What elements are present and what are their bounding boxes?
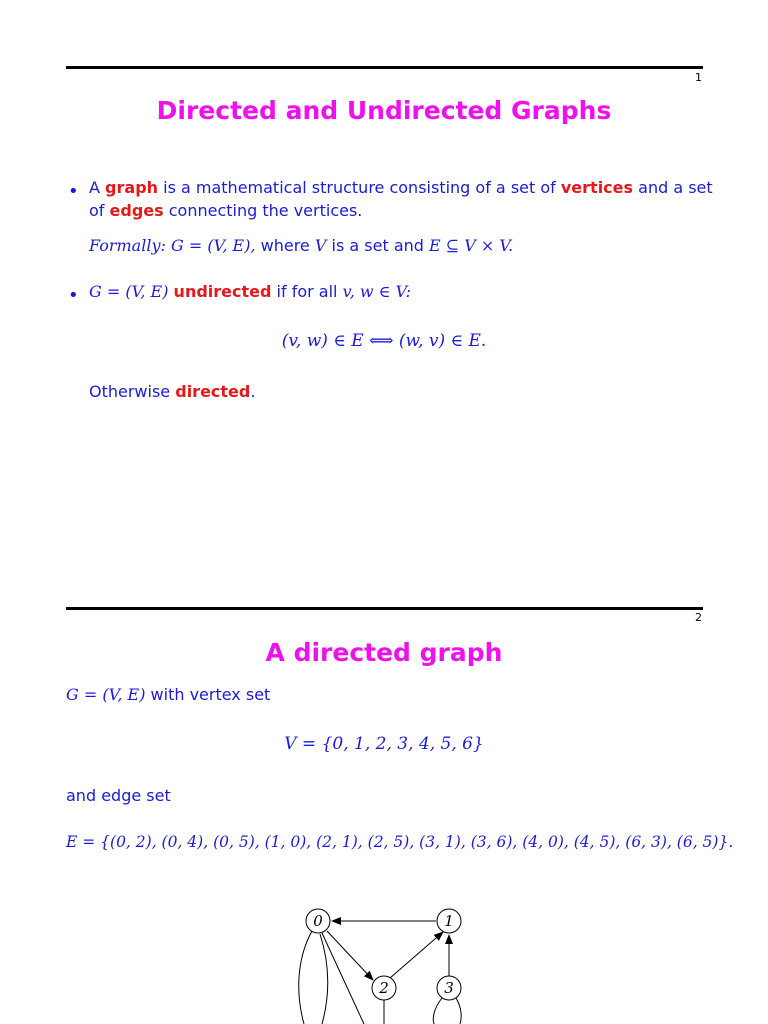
svg-text:1: 1 — [444, 912, 454, 930]
otherwise-line: Otherwise directed. — [89, 382, 256, 401]
term-vertices: vertices — [560, 178, 634, 197]
slide2-page-number: 2 — [695, 611, 702, 624]
bullet1-line2: of edges connecting the vertices. — [89, 201, 363, 220]
term-undirected: undirected — [173, 282, 272, 301]
bullet-dot-2: • — [68, 285, 79, 306]
bullet1-line1: A graph is a mathematical structure consisting of a set of vertices and a set — [89, 178, 713, 197]
equivalence-formula: (v, w) ∈ E ⟺ (w, v) ∈ E. — [281, 331, 487, 351]
node-1 — [437, 909, 461, 933]
term-graph: graph — [105, 178, 159, 197]
formal-definition: Formally: G = (V, E), where V is a set and E ⊆ V × V. — [89, 236, 514, 255]
edge-0-4-curve — [299, 931, 312, 1024]
slide1-page-number: 1 — [695, 71, 702, 84]
edge-4-0-curve — [320, 934, 328, 1024]
slide2-title: A directed graph — [265, 638, 503, 667]
edge-0-5 — [322, 933, 364, 1024]
slide1-title: Directed and Undirected Graphs — [156, 96, 612, 125]
edge-3-6-curve — [456, 998, 461, 1024]
edge-0-2 — [327, 931, 373, 980]
vertex-set-formula: V = {0, 1, 2, 3, 4, 5, 6} — [284, 734, 484, 754]
term-edges: edges — [109, 201, 164, 220]
node-0 — [306, 909, 330, 933]
edge-set-formula: E = {(0, 2), (0, 4), (0, 5), (1, 0), (2, 1), (2, 5), (3, 1), (3, 6), (4, 0), (4, 5), (6, 3), (6, 5)}. — [66, 833, 734, 851]
edge-2-1 — [390, 932, 443, 978]
bullet-dot-1: • — [68, 181, 79, 202]
svg-text:2: 2 — [379, 979, 389, 997]
bullet2-line: G = (V, E) undirected if for all v, w ∈ V: — [89, 282, 411, 301]
svg-text:3: 3 — [444, 979, 454, 997]
term-directed: directed — [175, 382, 251, 401]
slide2-intro: G = (V, E) with vertex set — [66, 685, 271, 704]
svg-text:0: 0 — [313, 912, 323, 930]
and-edge-set-text: and edge set — [66, 786, 171, 805]
edge-6-3-curve — [433, 998, 442, 1024]
node-2 — [372, 976, 396, 1000]
node-3 — [437, 976, 461, 1000]
